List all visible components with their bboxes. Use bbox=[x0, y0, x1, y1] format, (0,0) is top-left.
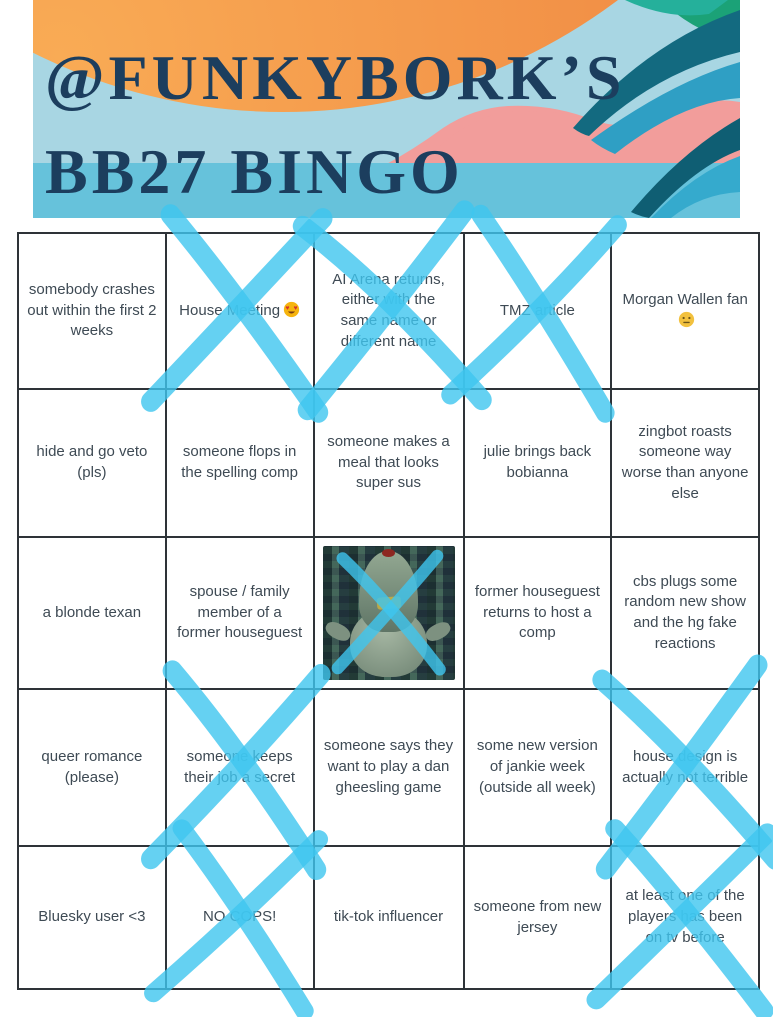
bingo-cell-r1c5[interactable] bbox=[612, 234, 760, 390]
cell-text: a blonde texan bbox=[42, 603, 142, 621]
bingo-cell-r5c1[interactable] bbox=[19, 847, 167, 990]
cell-text: former houseguest returns to host a comp bbox=[474, 582, 600, 642]
bingo-grid bbox=[17, 232, 760, 990]
cell-text: spouse / family member of a former houseguest bbox=[177, 582, 303, 642]
bingo-cell-r2c1[interactable] bbox=[19, 390, 167, 538]
cell-text: someone makes a meal that looks super sus bbox=[327, 432, 450, 492]
page-title-line1: @FUNKYBORK’S bbox=[45, 42, 626, 113]
cell-text: AI Arena returns, either with the same name or different name bbox=[332, 270, 445, 350]
cell-text: house design is actually not terrible bbox=[622, 747, 749, 786]
cell-text: TMZ article bbox=[499, 301, 575, 319]
page-title-line2: BB27 BINGO bbox=[45, 136, 464, 207]
cell-text: Morgan Wallen fan bbox=[620, 290, 750, 331]
cell-text: queer romance (please) bbox=[41, 747, 143, 786]
bingo-cell-r1c3[interactable] bbox=[315, 234, 465, 390]
bingo-cell-r3c2[interactable] bbox=[167, 538, 315, 690]
cell-text: someone keeps their job a secret bbox=[184, 747, 296, 786]
cell-text: someone says they want to play a dan gheesling game bbox=[323, 737, 454, 796]
bingo-cell-r4c4[interactable] bbox=[465, 690, 613, 847]
bingo-cell-r3c4[interactable] bbox=[465, 538, 613, 690]
robot-image bbox=[323, 546, 455, 680]
bingo-cell-r2c4[interactable] bbox=[465, 390, 613, 538]
svg-text:♥: ♥ bbox=[285, 304, 290, 312]
bingo-cell-r2c5[interactable] bbox=[612, 390, 760, 538]
cell-text: some new version of jankie week (outside all week) bbox=[476, 737, 598, 796]
neutral-face-emoji-icon bbox=[678, 311, 695, 328]
bingo-cell-r3c1[interactable] bbox=[19, 538, 167, 690]
cell-text: cbs plugs some random new show and the hg fake reactions bbox=[624, 572, 746, 652]
robot-head bbox=[359, 551, 417, 631]
bingo-cell-r4c5[interactable] bbox=[612, 690, 760, 847]
bingo-cell-r4c1[interactable] bbox=[19, 690, 167, 847]
bingo-cell-r3c5[interactable] bbox=[612, 538, 760, 690]
bingo-cell-r3c3-free-space[interactable] bbox=[315, 538, 465, 690]
bingo-cell-r5c3[interactable] bbox=[315, 847, 465, 990]
robot-light bbox=[382, 549, 395, 557]
cell-text: zingbot roasts someone way worse than anyone else bbox=[621, 422, 749, 502]
bingo-cell-r4c2[interactable] bbox=[167, 690, 315, 847]
cell-text: House Meeting ♥ ♥ bbox=[179, 301, 300, 322]
bingo-cell-r1c4[interactable] bbox=[465, 234, 613, 390]
cell-text: somebody crashes out within the first 2 weeks bbox=[27, 280, 157, 340]
bingo-cell-r2c2[interactable] bbox=[167, 390, 315, 538]
cell-text: someone flops in the spelling comp bbox=[181, 443, 298, 481]
cell-text: Bluesky user <3 bbox=[38, 908, 146, 926]
bingo-cell-r1c1[interactable] bbox=[19, 234, 167, 390]
cell-text: NO COPS! bbox=[202, 908, 277, 926]
bingo-cell-r5c4[interactable] bbox=[465, 847, 613, 990]
bingo-cell-r1c2[interactable] bbox=[167, 234, 315, 390]
bingo-cell-r5c2[interactable] bbox=[167, 847, 315, 990]
heart-eyes-emoji-icon bbox=[283, 301, 300, 318]
robot-arm-right bbox=[424, 618, 454, 643]
robot-badge bbox=[376, 596, 401, 610]
cell-text: tik-tok influencer bbox=[333, 908, 444, 926]
cell-text: julie brings back bobianna bbox=[483, 443, 592, 481]
cell-text: at least one of the players has been on tv before bbox=[625, 887, 745, 946]
bingo-cell-r4c3[interactable] bbox=[315, 690, 465, 847]
bingo-cell-r2c3[interactable] bbox=[315, 390, 465, 538]
bingo-cell-r5c5[interactable] bbox=[612, 847, 760, 990]
cell-text: someone from new jersey bbox=[473, 897, 602, 936]
header-banner bbox=[33, 0, 740, 218]
cell-text: hide and go veto (pls) bbox=[36, 443, 148, 481]
svg-text:♥: ♥ bbox=[293, 304, 298, 312]
robot-arm-left bbox=[323, 618, 353, 643]
